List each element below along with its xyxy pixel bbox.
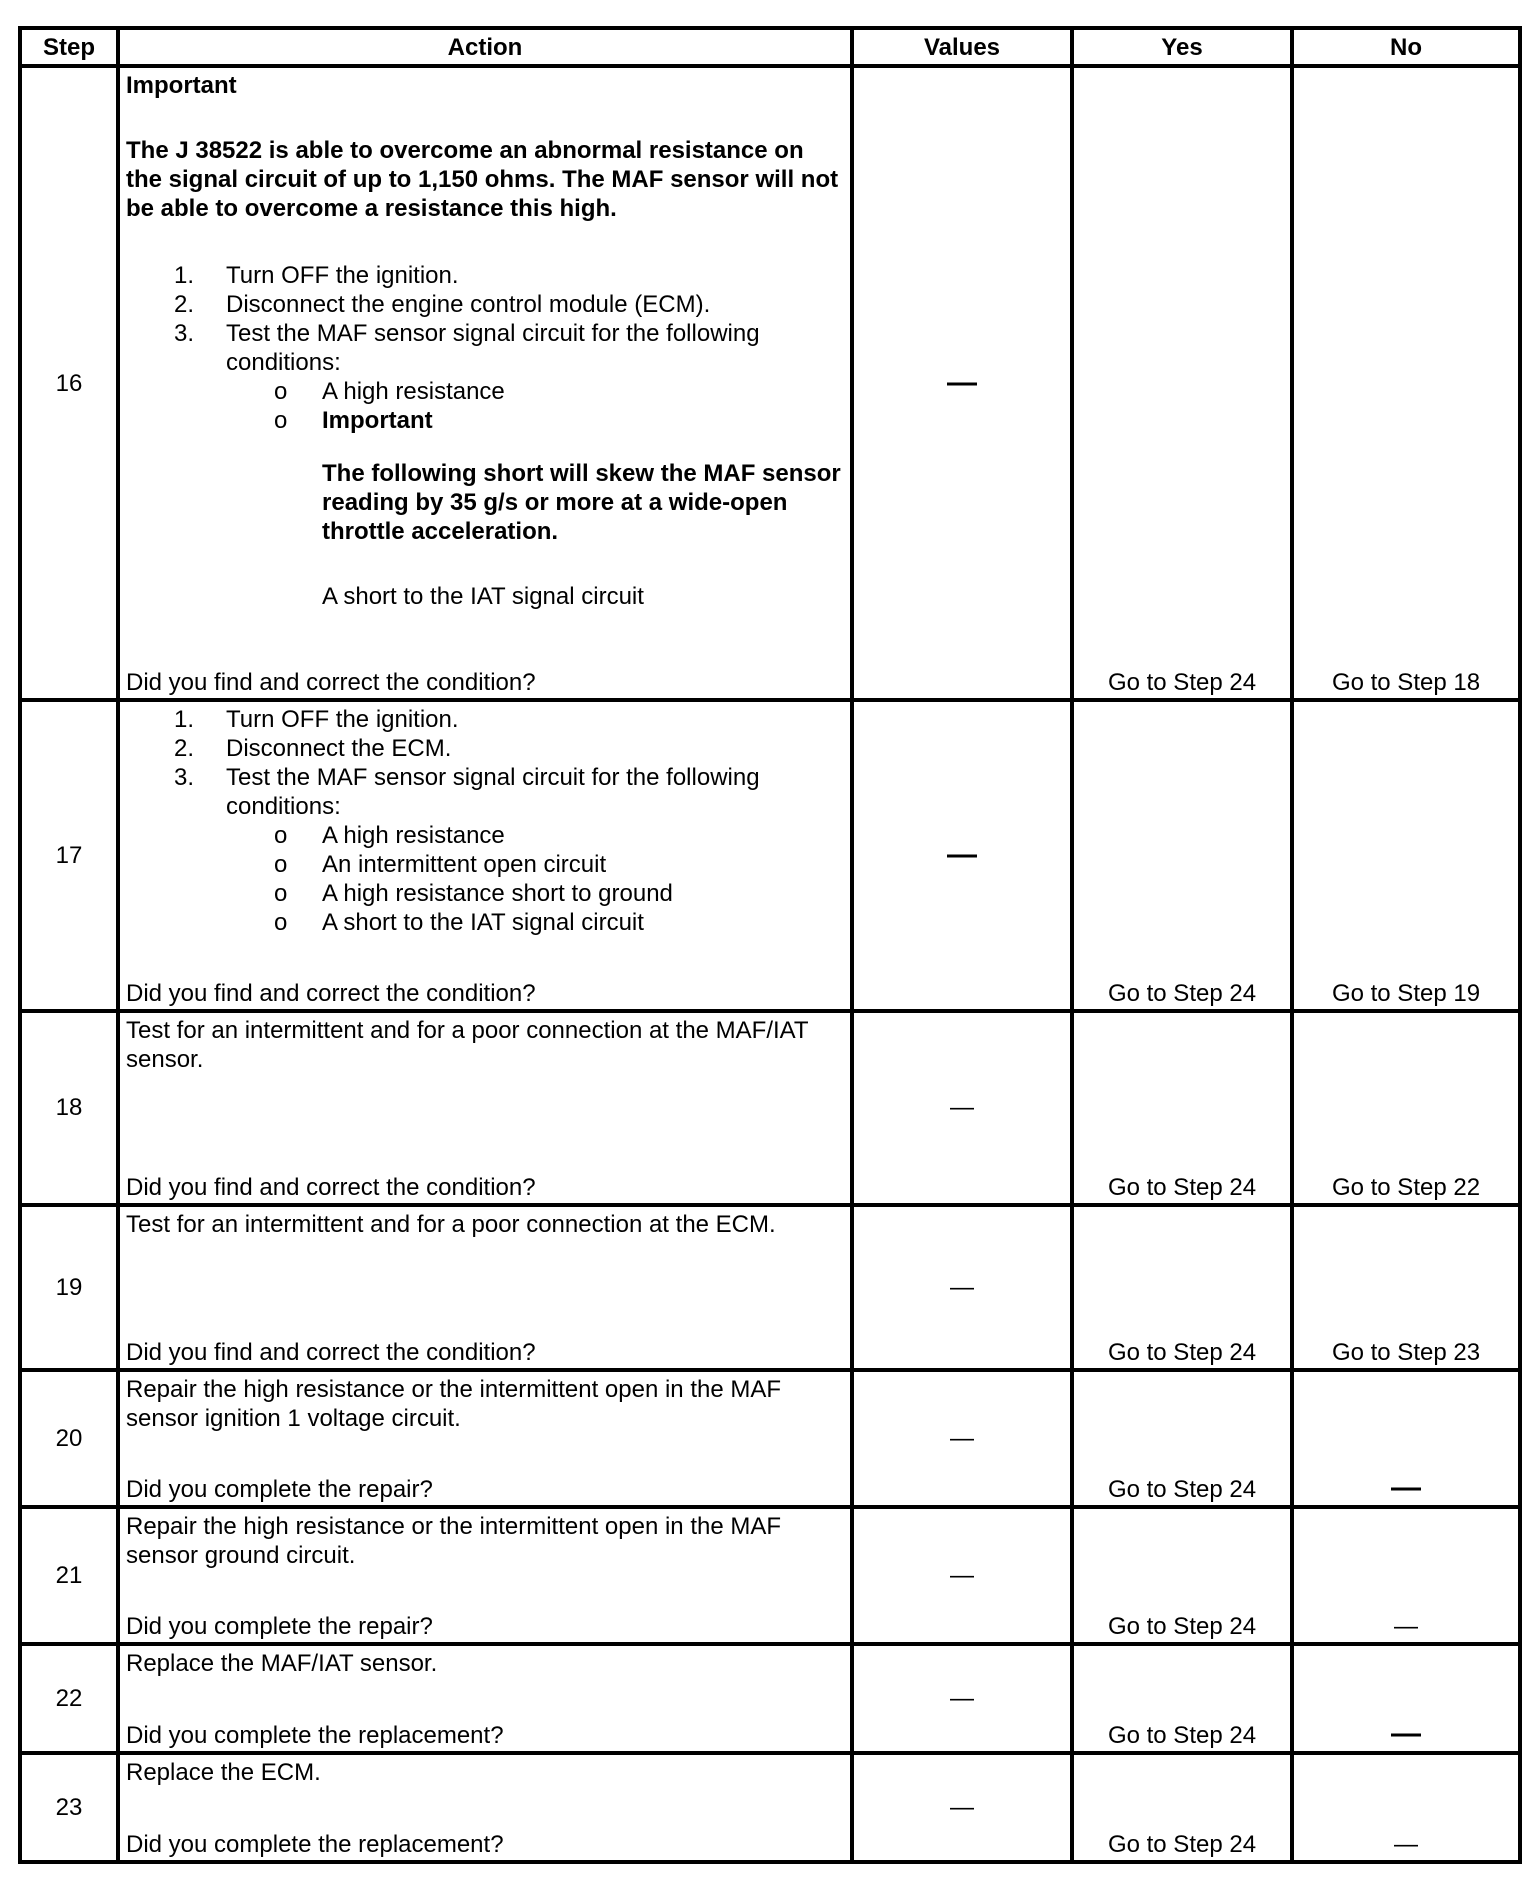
step-number: 18: [20, 1011, 118, 1205]
list-item: 1. Turn OFF the ignition.: [174, 706, 459, 734]
table-row-step-23: [20, 1753, 1520, 1862]
no-cell: —: [1292, 1507, 1520, 1644]
no-cell: —: [1292, 1644, 1520, 1753]
list-item: o A short to the IAT signal circuit: [274, 909, 644, 937]
action-cell: [118, 66, 852, 700]
no-cell: —: [1292, 1753, 1520, 1862]
action-cell: [118, 1370, 852, 1507]
header-yes: Yes: [1072, 28, 1292, 66]
yes-cell: Go to Step 24: [1072, 1753, 1292, 1862]
action-cell: [118, 1205, 852, 1370]
action-text: Replace the ECM.: [126, 1758, 321, 1786]
yes-cell: Go to Step 24: [1072, 700, 1292, 1010]
action-cell: [118, 700, 852, 1010]
yes-cell: Go to Step 24: [1072, 1011, 1292, 1205]
action-text: Repair the high resistance or the intermittent open in the MAF sensor ground circuit.: [126, 1512, 782, 1569]
question-text: Did you complete the replacement?: [126, 1721, 504, 1749]
important-title: Important: [126, 72, 237, 99]
diagnostic-table: [18, 26, 1522, 1864]
no-cell: Go to Step 22: [1292, 1011, 1520, 1205]
action-text: Replace the MAF/IAT sensor.: [126, 1649, 438, 1677]
values-cell: —: [852, 1205, 1072, 1370]
values-cell: —: [852, 1507, 1072, 1644]
important-text: The J 38522 is able to overcome an abnormal resistance on the signal circuit of up to 1,150 ohms. The MAF sensor will not be able to overcome a resistance this high.: [126, 137, 839, 222]
header-no: No: [1292, 28, 1520, 66]
table-row-step-20: [20, 1370, 1520, 1507]
action-cell: [118, 1507, 852, 1644]
no-cell: Go to Step 19: [1292, 700, 1520, 1010]
bullet-icon: o: [274, 851, 288, 879]
table-row-step-17: [20, 700, 1520, 1010]
condition-list: [274, 821, 844, 937]
question-text: Did you find and correct the condition?: [126, 669, 536, 697]
table-row-step-16: [20, 66, 1520, 700]
no-cell: —: [1292, 1370, 1520, 1507]
list-item: o A high resistance short to ground: [274, 880, 673, 908]
question-text: Did you complete the replacement?: [126, 1831, 504, 1858]
action-text: Test for an intermittent and for a poor connection at the MAF/IAT sensor.: [126, 1016, 809, 1073]
step-number: 23: [20, 1753, 118, 1862]
action-cell: [118, 1644, 852, 1753]
values-cell: —: [852, 1644, 1072, 1753]
question-text: Did you find and correct the condition?: [126, 1338, 536, 1366]
values-cell: —: [852, 1753, 1072, 1862]
important-note: The following short will skew the MAF sensor reading by 35 g/s or more at a wide-open throttle acceleration.: [322, 460, 841, 545]
table-row-step-18: [20, 1011, 1520, 1205]
question-text: Did you find and correct the condition?: [126, 1173, 536, 1201]
action-text: Test for an intermittent and for a poor connection at the ECM.: [126, 1210, 776, 1238]
header-step: Step: [20, 28, 118, 66]
bullet-icon: o: [274, 822, 288, 850]
values-cell: —: [852, 1011, 1072, 1205]
bullet-icon: o: [274, 880, 288, 908]
header-row: [20, 28, 1520, 66]
values-cell: —: [852, 66, 1072, 700]
step-number: 21: [20, 1507, 118, 1644]
step-number: 22: [20, 1644, 118, 1753]
list-item: 3. Test the MAF sensor signal circuit for the following conditions:: [174, 320, 760, 376]
condition-list: [274, 377, 844, 611]
list-item: 2. Disconnect the engine control module (ECM).: [174, 291, 711, 318]
bullet-icon: o: [274, 407, 288, 434]
list-item: 1. Turn OFF the ignition.: [174, 262, 459, 289]
yes-cell: Go to Step 24: [1072, 1205, 1292, 1370]
table-row-step-21: [20, 1507, 1520, 1644]
no-cell: Go to Step 18: [1292, 66, 1520, 700]
table-row-step-19: [20, 1205, 1520, 1370]
header-values: Values: [852, 28, 1072, 66]
list-item: o A high resistance: [274, 378, 505, 405]
step-number: 17: [20, 700, 118, 1010]
values-cell: —: [852, 700, 1072, 1010]
table-row-step-22: [20, 1644, 1520, 1753]
question-text: Did you find and correct the condition?: [126, 979, 536, 1007]
yes-cell: Go to Step 24: [1072, 1370, 1292, 1507]
header-action: Action: [118, 28, 852, 66]
list-item: o A high resistance: [274, 822, 505, 850]
yes-cell: Go to Step 24: [1072, 1644, 1292, 1753]
step-number: 19: [20, 1205, 118, 1370]
yes-cell: Go to Step 24: [1072, 66, 1292, 700]
question-text: Did you complete the repair?: [126, 1612, 433, 1640]
list-item: 3. Test the MAF sensor signal circuit for the following conditions:: [174, 764, 760, 821]
bullet-icon: o: [274, 378, 288, 405]
list-item: 2. Disconnect the ECM.: [174, 735, 452, 763]
question-text: Did you complete the repair?: [126, 1475, 433, 1503]
action-cell: [118, 1753, 852, 1862]
step-number: 20: [20, 1370, 118, 1507]
list-item: o An intermittent open circuit: [274, 851, 607, 879]
yes-cell: Go to Step 24: [1072, 1507, 1292, 1644]
important-title: Important: [322, 407, 433, 434]
bullet-icon: o: [274, 909, 288, 937]
list-item: o Important The following short will skew the MAF sensor reading by 35 g/s or more at a wide-open throttle acceleration. A short to the IAT signal circuit: [274, 406, 844, 611]
action-text: Repair the high resistance or the intermittent open in the MAF sensor ignition 1 voltage circuit.: [126, 1375, 782, 1432]
step-list: [174, 261, 844, 377]
values-cell: —: [852, 1370, 1072, 1507]
no-cell: Go to Step 23: [1292, 1205, 1520, 1370]
step-list: [174, 705, 844, 821]
step-number: 16: [20, 66, 118, 700]
action-cell: [118, 1011, 852, 1205]
